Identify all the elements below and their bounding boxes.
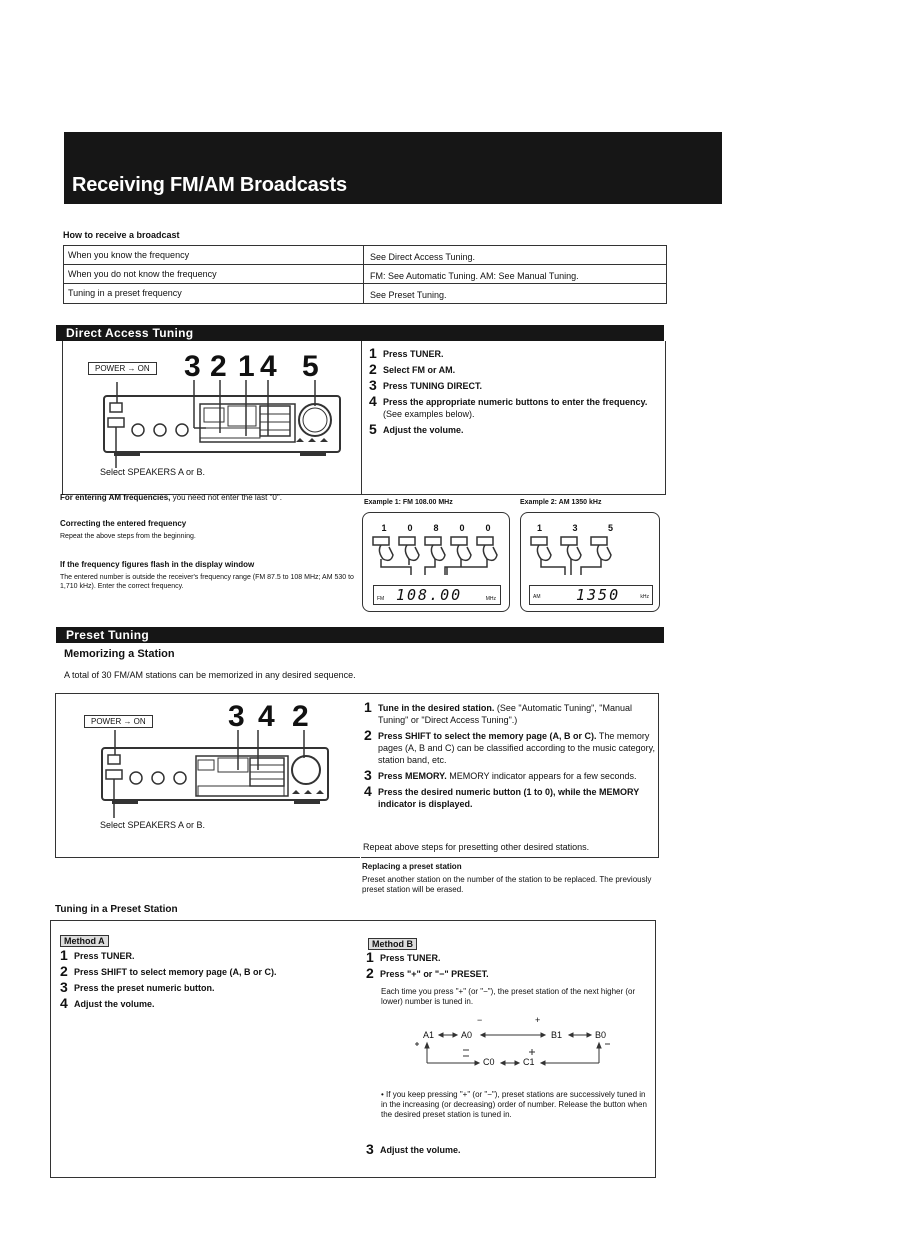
receiver-illustration <box>98 730 338 820</box>
key-digit: 3 <box>572 523 578 533</box>
plus-sign: + <box>535 1015 541 1025</box>
step2-description: Each time you press "+" (or "−"), the preset station of the next higher (or lower) number is tuned in. <box>381 987 636 1006</box>
preset-steps <box>364 700 658 812</box>
how-to-row <box>63 245 667 264</box>
step <box>364 728 658 766</box>
callout-number: 4 <box>260 350 277 383</box>
callout-number: 2 <box>292 700 309 733</box>
replacing-text: Preset another station on the number of the station to be replaced. The previously preset station will be erased. <box>362 875 652 894</box>
how-to-heading: How to receive a broadcast <box>63 230 180 240</box>
repeat-text: Repeat above steps for presetting other desired stations. <box>363 842 590 852</box>
flash-text: The entered number is outside the receiver's frequency range (FM 87.5 to 108 MHz; AM 530 to 1,710 kHz). Enter the correct frequency. <box>60 574 354 590</box>
how-to-table <box>63 245 667 304</box>
step-number: 1 <box>364 699 372 715</box>
am-note-text: you need not enter the last "0". <box>170 493 282 502</box>
step <box>60 996 350 1010</box>
receiver-illustration <box>100 378 345 468</box>
how-to-row <box>63 264 667 283</box>
step-number: 1 <box>366 949 374 965</box>
section-bar-preset <box>56 627 664 643</box>
unit-indicator: kHz <box>640 594 649 600</box>
step <box>369 378 659 392</box>
step <box>366 966 656 980</box>
section-bar-direct-access <box>56 325 664 341</box>
example1-hand-icons <box>369 535 505 583</box>
step-note: (See "Automatic Tuning", "Manual Tuning" or "Direct Access Tuning".) <box>378 703 633 725</box>
step-number: 3 <box>366 1141 374 1157</box>
method-b-steps <box>366 950 656 982</box>
step-text: Adjust the volume. <box>380 1145 461 1155</box>
key-digit: 5 <box>607 523 613 533</box>
step-text: Press TUNER. <box>383 349 444 359</box>
step-note: (See examples below). <box>383 409 475 419</box>
key-digit: 0 <box>459 523 465 533</box>
step-text: Press TUNER. <box>74 951 135 961</box>
am-note-bold: For entering AM frequencies, <box>60 493 171 502</box>
example2-display <box>529 585 653 605</box>
step-number: 5 <box>369 421 377 437</box>
step-number: 4 <box>60 995 68 1011</box>
power-label: POWER → ON <box>84 715 153 728</box>
preset-cycle-diagram <box>395 1015 635 1075</box>
step <box>364 700 658 726</box>
step-text: Press TUNER. <box>380 953 441 963</box>
step-text: Press SHIFT to select the memory page (A, B or C). <box>378 731 597 741</box>
step-number: 4 <box>369 393 377 409</box>
how-to-row <box>63 283 667 304</box>
callout-number: 5 <box>302 350 319 383</box>
cycle-arrows <box>395 1015 635 1075</box>
preset-a1: A1 <box>423 1030 435 1040</box>
step-text: Press "+" or "−" PRESET. <box>380 969 489 979</box>
band-indicator: AM <box>533 594 541 600</box>
correcting-text: Repeat the above steps from the beginning. <box>60 533 196 540</box>
key-digit: 8 <box>433 523 439 533</box>
how-to-cell: See Preset Tuning. <box>363 284 667 303</box>
how-to-cell: When you do not know the frequency <box>63 265 363 283</box>
step <box>369 346 659 360</box>
preset-c1: C1 <box>523 1057 535 1067</box>
step-text: Press TUNING DIRECT. <box>383 381 483 391</box>
unit-indicator: MHz <box>485 596 496 602</box>
memorizing-intro: A total of 30 FM/AM stations can be memorized in any desired sequence. <box>64 670 356 680</box>
direct-access-steps <box>369 346 659 438</box>
section-title: Preset Tuning <box>66 628 150 642</box>
example2-hand-icons <box>527 535 627 583</box>
how-to-cell: Tuning in a preset frequency <box>63 284 363 303</box>
step-number: 2 <box>364 727 372 743</box>
step-text: Tune in the desired station. <box>378 703 495 713</box>
tuning-preset-heading: Tuning in a Preset Station <box>55 904 178 915</box>
preset-c0: C0 <box>483 1057 495 1067</box>
speakers-label: Select SPEAKERS A or B. <box>100 467 206 477</box>
power-label: POWER → ON <box>88 362 157 375</box>
step <box>60 948 350 962</box>
example1-panel <box>362 512 510 612</box>
divider <box>361 341 362 495</box>
key-digit: 1 <box>381 523 387 533</box>
callout-number: 3 <box>228 700 245 733</box>
method-b-label: Method B <box>368 938 417 950</box>
key-digit: 0 <box>485 523 491 533</box>
step-text: Press MEMORY. <box>378 771 447 781</box>
example1-display <box>373 585 501 605</box>
flash-heading: If the frequency figures flash in the display window <box>60 560 255 569</box>
am-note <box>60 493 360 503</box>
step-text: Press SHIFT to select memory page (A, B or C). <box>74 967 277 977</box>
bullet-note: • If you keep pressing "+" (or "−"), preset stations are successively tuned in in the increasing (or decreasing) order of number. Release the button when the desired preset station is tuned in. <box>381 1090 647 1119</box>
step-number: 1 <box>60 947 68 963</box>
example2-keys <box>537 523 613 533</box>
step <box>60 980 350 994</box>
how-to-cell: FM: See Automatic Tuning. AM: See Manual Tuning. <box>363 265 667 283</box>
step-text: Adjust the volume. <box>74 999 155 1009</box>
callout-number: 3 <box>184 350 201 383</box>
step <box>366 950 656 964</box>
speakers-label: Select SPEAKERS A or B. <box>100 820 206 830</box>
example2-panel <box>520 512 660 612</box>
preset-b0: B0 <box>595 1030 607 1040</box>
step-number: 3 <box>364 767 372 783</box>
step <box>364 768 658 782</box>
step-number: 4 <box>364 783 372 799</box>
method-a-steps <box>60 948 350 1012</box>
step-number: 3 <box>369 377 377 393</box>
key-digit: 0 <box>407 523 413 533</box>
example1-label: Example 1: FM 108.00 MHz <box>364 499 453 506</box>
step-note: MEMORY indicator appears for a few seconds. <box>446 771 637 781</box>
step-number: 1 <box>369 345 377 361</box>
step-text: Press the appropriate numeric buttons to enter the frequency. <box>383 397 648 407</box>
frequency-readout: 108.00 <box>396 586 463 604</box>
step-text: Select FM or AM. <box>383 365 456 375</box>
preset-a0: A0 <box>461 1030 473 1040</box>
step-number: 2 <box>366 965 374 981</box>
key-digit: 1 <box>537 523 543 533</box>
example2-label: Example 2: AM 1350 kHz <box>520 499 602 506</box>
step-number: 3 <box>60 979 68 995</box>
step-note: The memory pages (A, B and C) can be classified according to the music category, station band, etc. <box>378 731 655 765</box>
replacing-heading: Replacing a preset station <box>362 862 462 871</box>
step-text: Adjust the volume. <box>383 425 464 435</box>
step <box>369 394 659 420</box>
how-to-cell: When you know the frequency <box>63 246 363 264</box>
step-number: 2 <box>369 361 377 377</box>
step-text: Press the preset numeric button. <box>74 983 215 993</box>
correcting-heading: Correcting the entered frequency <box>60 519 187 528</box>
step <box>369 422 659 436</box>
callout-number: 2 <box>210 350 227 383</box>
callout-number: 1 <box>238 350 255 383</box>
how-to-cell: See Direct Access Tuning. <box>363 246 667 264</box>
step <box>369 362 659 376</box>
minus-sign: − <box>477 1015 483 1025</box>
frequency-readout: 1350 <box>576 586 621 604</box>
example1-keys <box>363 523 509 533</box>
step <box>60 964 350 978</box>
method-a-label: Method A <box>60 935 109 947</box>
step-text: Press the desired numeric button (1 to 0), while the MEMORY indicator is displayed. <box>378 787 640 809</box>
step-number: 2 <box>60 963 68 979</box>
page-title: Receiving FM/AM Broadcasts <box>72 174 347 196</box>
step <box>364 784 658 810</box>
callout-number: 4 <box>258 700 275 733</box>
page-title-bar <box>64 132 722 204</box>
memorizing-heading: Memorizing a Station <box>64 648 175 660</box>
method-b-step3 <box>366 1142 656 1158</box>
section-title: Direct Access Tuning <box>66 326 194 340</box>
preset-b1: B1 <box>551 1030 563 1040</box>
band-indicator: FM <box>377 596 385 602</box>
step <box>366 1142 656 1156</box>
